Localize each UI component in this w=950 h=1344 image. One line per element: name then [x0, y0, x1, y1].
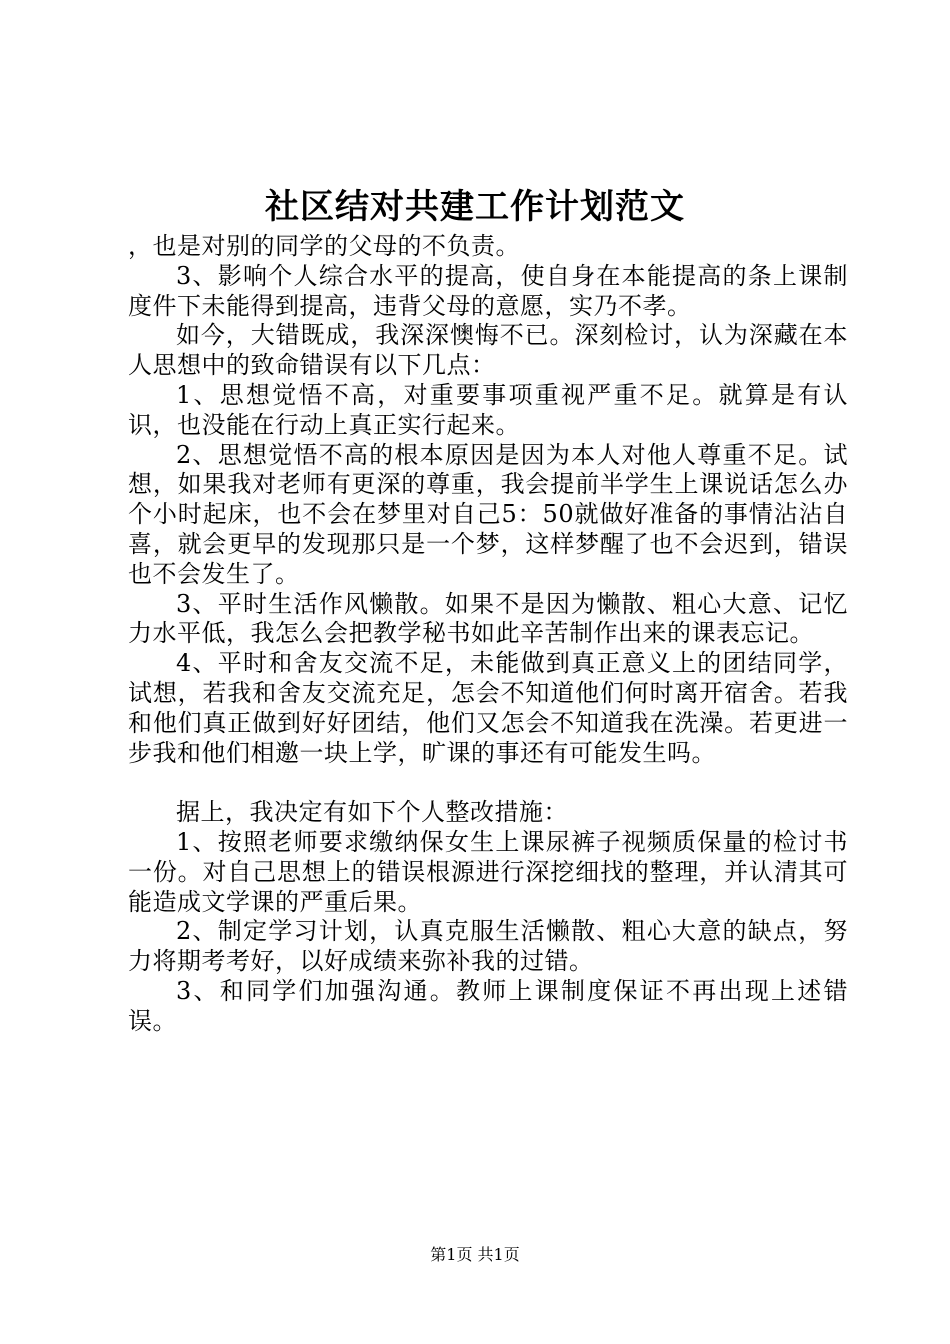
paragraph: 如今，大错既成，我深深懊悔不已。深刻检讨，认为深藏在本人思想中的致命错误有以下几点：: [128, 321, 848, 380]
paragraph: 1、思想觉悟不高，对重要事项重视严重不足。就算是有认识，也没能在行动上真正实行起来。: [128, 380, 848, 439]
paragraph: 据上，我决定有如下个人整改措施：: [176, 798, 568, 827]
paragraph: 3、平时生活作风懒散。如果不是因为懒散、粗心大意、记忆力水平低，我怎么会把教学秘书如此辛苦制作出来的课表忘记。: [128, 589, 848, 648]
paragraph: 3、影响个人综合水平的提高，使自身在本能提高的条上课制度件下未能得到提高，违背父母的意愿，实乃不孝。: [128, 261, 848, 320]
page-footer: 第1页 共1页: [430, 1245, 520, 1264]
paragraph-continuation: ，也是对别的同学的父母的不负责。: [128, 232, 520, 260]
document-body: [128, 232, 848, 1037]
paragraph: 1、按照老师要求缴纳保女生上课尿裤子视频质保量的检讨书一份。对自己思想上的错误根源进行深挖细找的整理，并认清其可能造成文学课的严重后果。: [128, 827, 848, 916]
paragraph: 4、平时和舍友交流不足，未能做到真正意义上的团结同学，试想，若我和舍友交流充足，怎会不知道他们何时离开宿舍。若我和他们真正做到好好团结，他们又怎会不知道我在洗澡。若更进一步我和他们相邀一块上学，旷课的事还有可能发生吗。: [128, 649, 848, 767]
paragraph: 2、制定学习计划，认真克服生活懒散、粗心大意的缺点，努力将期考考好，以好成绩来弥补我的过错。: [128, 917, 848, 976]
paragraph: 3、和同学们加强沟通。教师上课制度保证不再出现上述错误。: [128, 976, 848, 1035]
document-title: 社区结对共建工作计划范文: [265, 187, 685, 227]
paragraph: 2、思想觉悟不高的根本原因是因为本人对他人尊重不足。试想，如果我对老师有更深的尊重，我会提前半学生上课说话怎么办个小时起床，也不会在梦里对自己5：50就做好准备的事情沾沾自喜，就会更早的发现那只是一个梦，这样梦醒了也不会迟到，错误也不会发生了。: [128, 440, 848, 588]
